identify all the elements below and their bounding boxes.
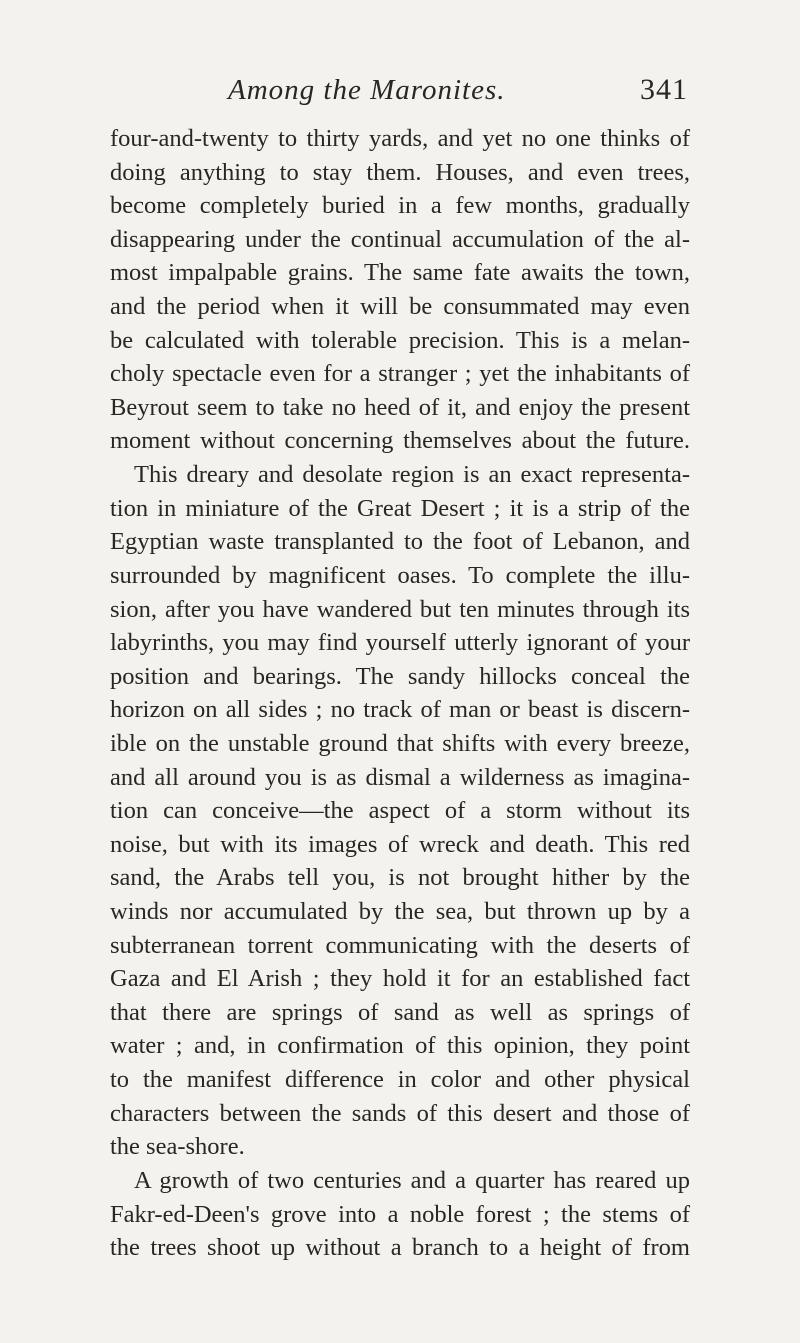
text-line: most impalpable grains. The same fate awaits the town, xyxy=(110,259,690,287)
text-line: sand, the Arabs tell you, is not brought hither by the xyxy=(110,864,690,892)
text-line: characters between the sands of this desert and those of xyxy=(110,1099,690,1127)
text-line: Beyrout seem to take no heed of it, and enjoy the present xyxy=(110,393,690,421)
paragraph-2 xyxy=(110,458,690,1164)
text-line: tion can conceive—the aspect of a storm without its xyxy=(110,797,690,825)
text-line: Egyptian waste transplanted to the foot of Lebanon, and xyxy=(110,528,690,556)
text-line: subterranean torrent communicating with the deserts of xyxy=(110,931,690,959)
text-line: disappearing under the continual accumulation of the al- xyxy=(110,225,690,253)
text-line: Gaza and El Arish ; they hold it for an established fact xyxy=(110,965,690,993)
running-head xyxy=(228,70,688,114)
text-line: ible on the unstable ground that shifts with every breeze, xyxy=(110,729,690,757)
text-line: the sea-shore. xyxy=(110,1133,245,1161)
paragraph-3 xyxy=(110,1164,690,1265)
text-line: winds nor accumulated by the sea, but thrown up by a xyxy=(110,898,690,926)
text-line: A growth of two centuries and a quarter has reared up xyxy=(134,1166,690,1194)
text-line: water ; and, in confirmation of this opinion, they point xyxy=(110,1032,690,1060)
text-line: that there are springs of sand as well as springs of xyxy=(110,998,690,1026)
text-line: four-and-twenty to thirty yards, and yet no one thinks of xyxy=(110,125,690,152)
text-line: doing anything to stay them. Houses, and even trees, xyxy=(110,158,690,186)
text-line: position and bearings. The sandy hillocks conceal the xyxy=(110,662,690,690)
text-line: noise, but with its images of wreck and death. This red xyxy=(110,830,690,858)
text-line: tion in miniature of the Great Desert ; it is a strip of the xyxy=(110,494,690,522)
text-line: be calculated with tolerable precision. This is a melan- xyxy=(110,326,690,354)
page-number: 341 xyxy=(640,73,688,106)
text-line: Fakr-ed-Deen's grove into a noble forest ; the stems of xyxy=(110,1200,690,1228)
text-line: to the manifest difference in color and other physical xyxy=(110,1066,690,1094)
text-line: and the period when it will be consummated may even xyxy=(110,293,690,321)
text-line: surrounded by magnificent oases. To complete the illu- xyxy=(110,561,690,589)
running-title: Among the Maronites. xyxy=(228,74,506,106)
text-line: moment without concerning themselves about the future. xyxy=(110,427,690,455)
text-line: sion, after you have wandered but ten minutes through its xyxy=(110,595,690,623)
text-line: horizon on all sides ; no track of man or beast is discern- xyxy=(110,696,690,724)
text-line: become completely buried in a few months, gradually xyxy=(110,192,690,220)
body-text xyxy=(110,122,690,1265)
paragraph-1 xyxy=(110,122,690,458)
text-line: and all around you is as dismal a wilderness as imagina- xyxy=(110,763,690,791)
text-line: This dreary and desolate region is an exact representa- xyxy=(134,461,690,489)
text-line: the trees shoot up without a branch to a height of from xyxy=(110,1234,690,1262)
text-line: choly spectacle even for a stranger ; yet the inhabitants of xyxy=(110,360,690,388)
text-line: labyrinths, you may find yourself utterly ignorant of your xyxy=(110,629,690,657)
